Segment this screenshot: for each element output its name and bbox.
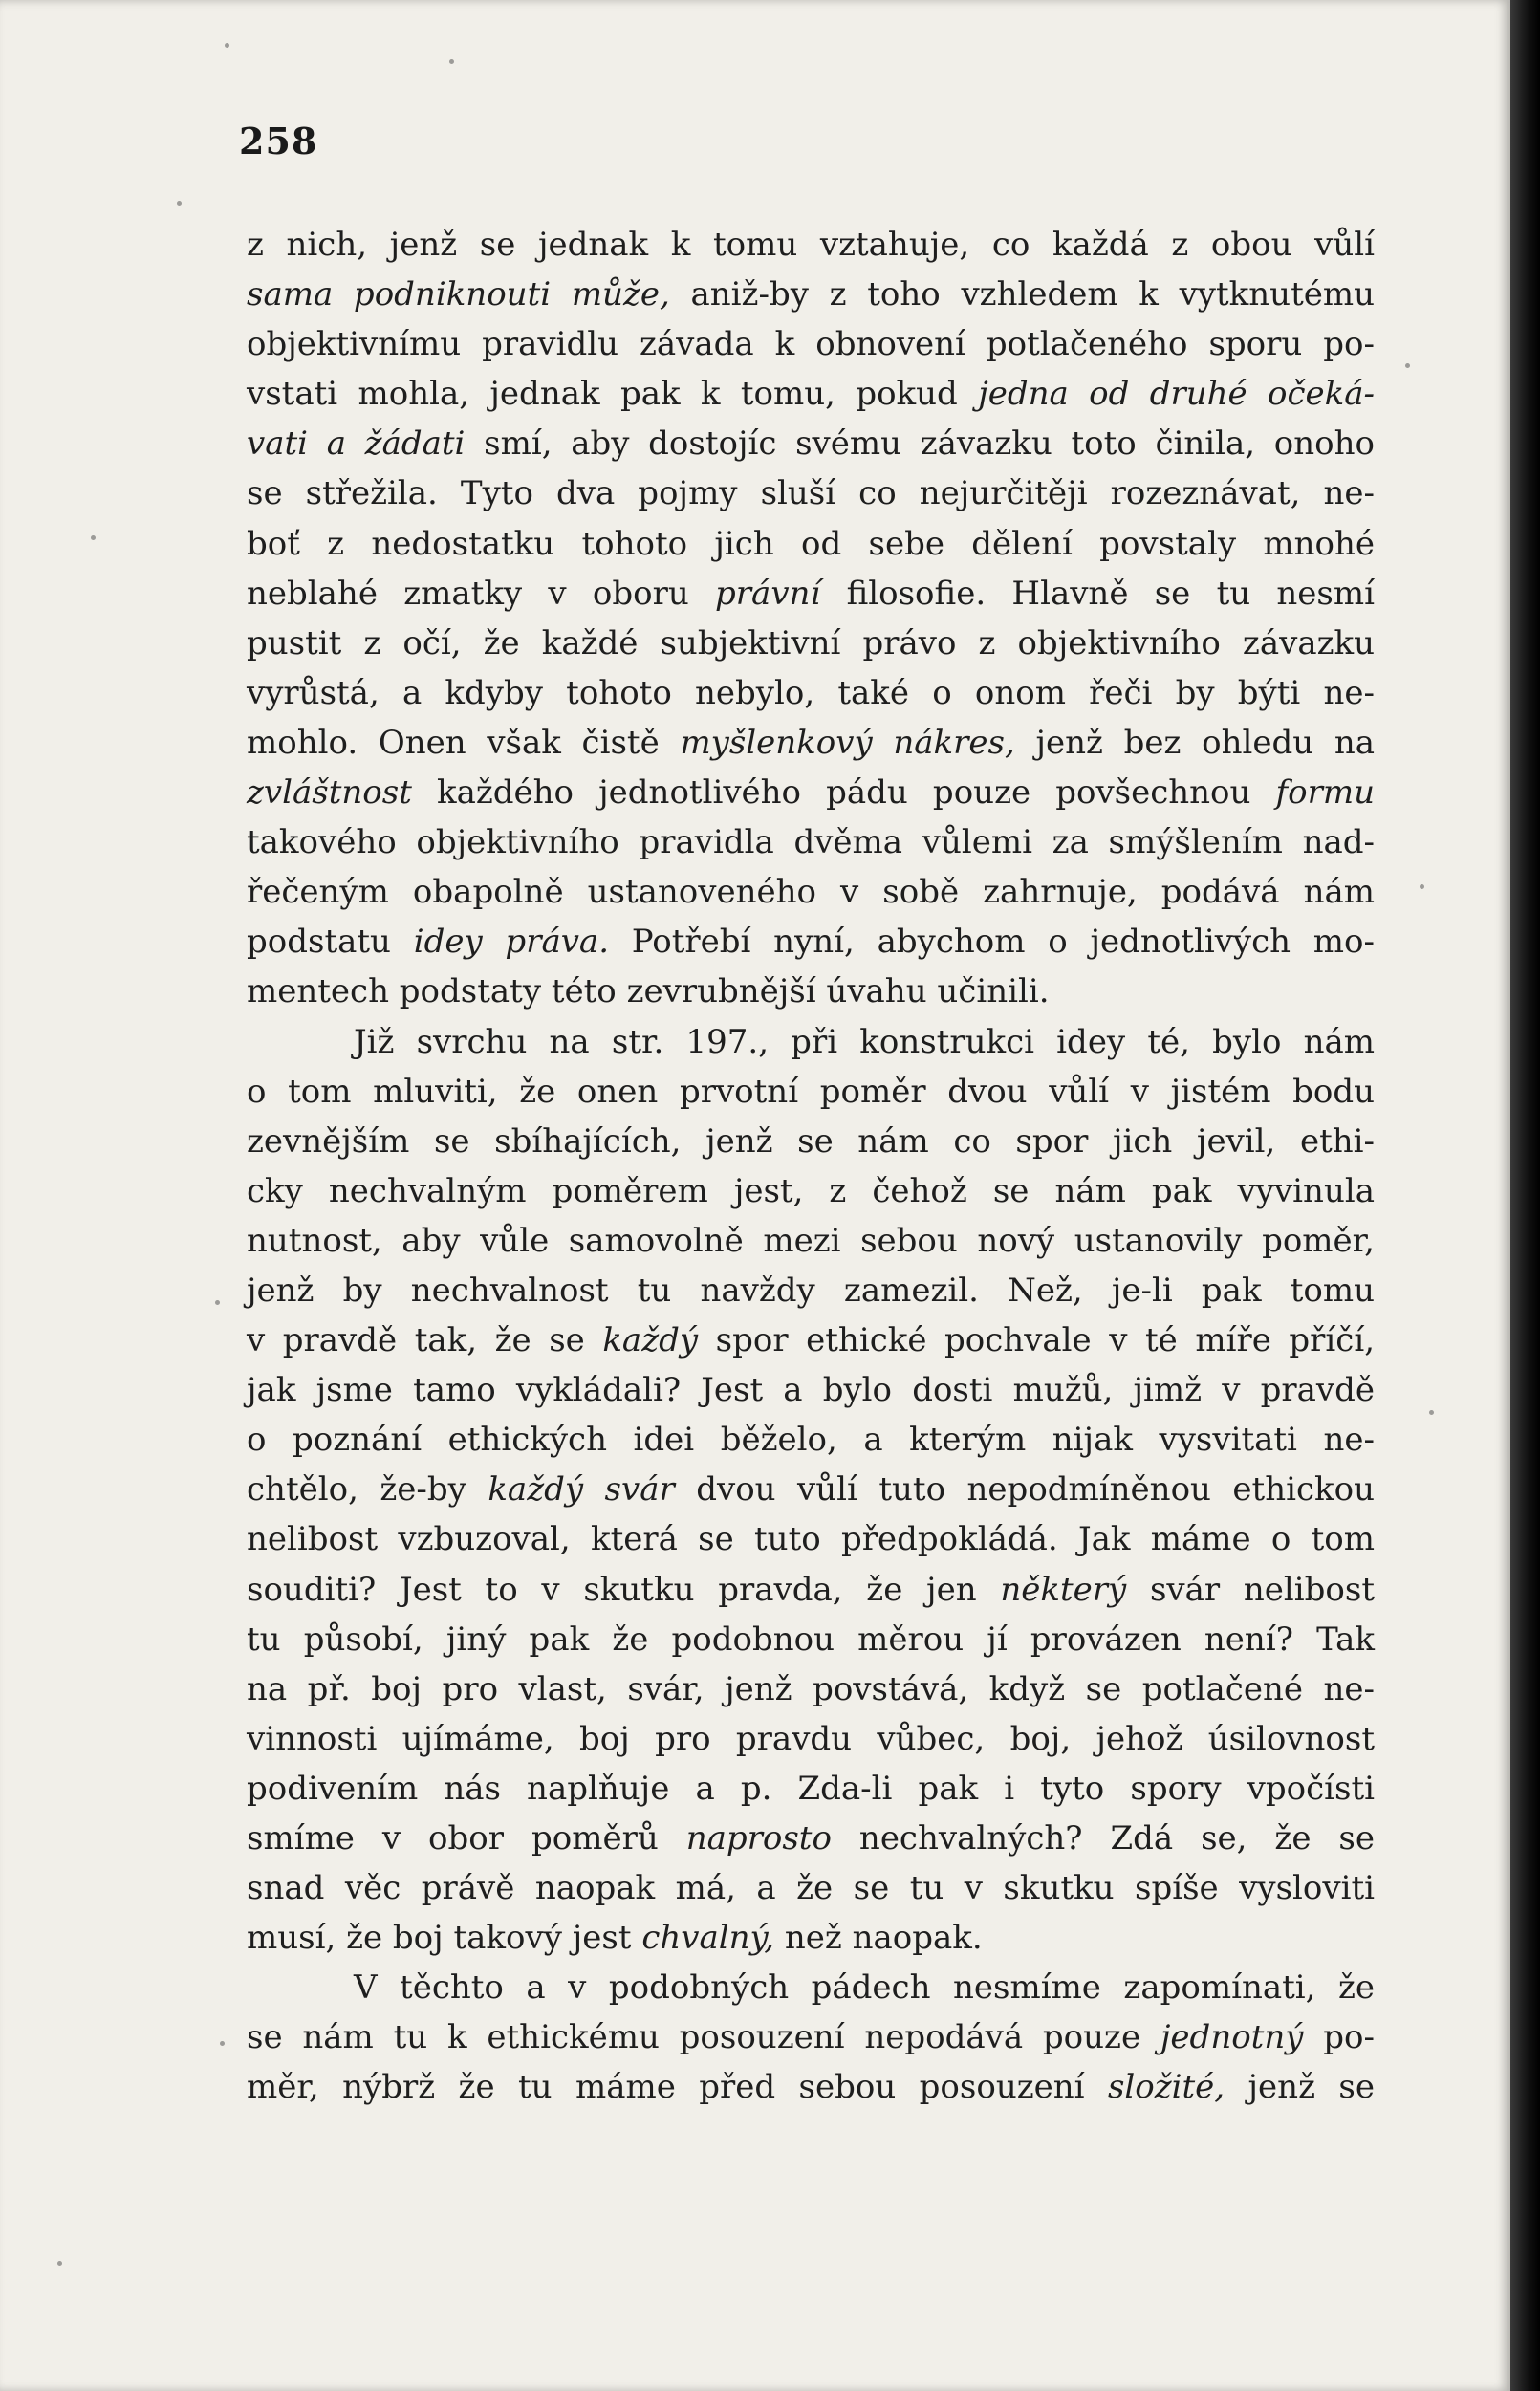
text-line (247, 1913, 1375, 1963)
scan-speck (1420, 884, 1424, 889)
text-run: jenž bez ohledu na (1014, 723, 1375, 762)
text-line (247, 1216, 1375, 1266)
text-run: každého jednotlivého pádu pouze povšechnou (411, 773, 1276, 813)
emphasized-text: vati a žádati (247, 424, 466, 464)
text-run: Již svrchu na str. 197., při konstrukci idey té, bylo nám (354, 1022, 1375, 1061)
emphasized-text: myšlenkový nákres, (680, 723, 1015, 762)
text-run: tu působí, jiný pak že podobnou měrou jí provázen není? Tak (247, 1619, 1375, 1659)
text-run: mentech podstaty této zevrubnější úvahu učinili. (247, 972, 1050, 1011)
text-line (247, 1764, 1375, 1814)
text-run: pustit z očí, že každé subjektivní právo z objektivního závazku (247, 623, 1375, 663)
text-line (247, 419, 1375, 468)
text-run: aniž-by z toho vzhledem k vytknutému (669, 275, 1375, 315)
text-run: se střežila. Tyto dva pojmy sluší co nejurčitěji rozeznávat, ne- (247, 474, 1375, 513)
text-run: vinnosti ujímáme, boj pro pravdu vůbec, boj, jehož úsilovnost (247, 1719, 1375, 1758)
text-run: vstati mohla, jednak pak k tomu, pokud (247, 375, 979, 414)
emphasized-text: sama podniknouti může, (247, 275, 670, 315)
text-run: na př. boj pro vlast, svár, jenž povstává, když se potlačené ne- (247, 1669, 1375, 1708)
text-run: z nich, jenž se jednak k tomu vztahuje, co každá z obou vůlí (247, 226, 1375, 264)
text-run: než naopak. (774, 1919, 983, 1958)
text-run: jak jsme tamo vykládali? Jest a bylo dosti mužů, jimž v pravdě (247, 1371, 1375, 1410)
text-line (247, 369, 1375, 419)
text-line (247, 619, 1375, 668)
scan-speck (91, 535, 96, 540)
text-run: mohlo. Onen však čistě (247, 723, 681, 762)
text-run: neblahé zmatky v oboru (247, 574, 716, 613)
text-run: Potřebí nyní, abychom o jednotlivých mo- (609, 923, 1376, 962)
text-run: po- (1303, 2018, 1376, 2057)
text-line (247, 1863, 1375, 1913)
scan-speck (1429, 1410, 1434, 1415)
emphasized-text: každý (602, 1321, 699, 1360)
text-line (247, 1017, 1375, 1067)
text-run: cky nechvalným poměrem jest, z čehož se nám pak vyvinula (247, 1171, 1375, 1210)
text-run: boť z nedostatku tohoto jich od sebe dělení povstaly mnohé (247, 524, 1375, 563)
scan-speck (1405, 363, 1410, 368)
emphasized-text: každý svár (488, 1470, 675, 1510)
text-line (247, 967, 1375, 1016)
text-run: nelibost vzbuzoval, která se tuto předpokládá. Jak máme o tom (247, 1520, 1375, 1559)
text-run: objektivnímu pravidlu závada k obnovení potlačeného sporu po- (247, 325, 1375, 364)
text-line (247, 1514, 1375, 1564)
emphasized-text: některý (1000, 1570, 1127, 1609)
emphasized-text: zvláštnost (247, 773, 412, 813)
text-line (247, 1365, 1375, 1415)
text-line (247, 1117, 1375, 1166)
text-line (247, 1963, 1375, 2012)
text-run: jenž se (1225, 2068, 1375, 2107)
emphasized-text: idey práva. (413, 923, 610, 962)
text-run: spor ethické pochvale v té míře příčí, (698, 1321, 1375, 1360)
emphasized-text: formu (1275, 773, 1375, 813)
text-line (247, 270, 1375, 319)
text-line (247, 1067, 1375, 1117)
emphasized-text: složité, (1107, 2068, 1225, 2107)
emphasized-text: jednotný (1160, 2018, 1304, 2057)
text-line (247, 817, 1375, 867)
text-run: podivením nás naplňuje a p. Zda-li pak i tyto spory vpočísti (247, 1769, 1375, 1808)
text-line (247, 668, 1375, 718)
text-line (247, 1315, 1375, 1365)
scan-binding-edge (1510, 0, 1540, 2391)
text-line (247, 569, 1375, 619)
emphasized-text: právní (715, 574, 821, 613)
text-run: v pravdě tak, že se (247, 1321, 603, 1360)
text-line (247, 1814, 1375, 1863)
text-run: smí, aby dostojíc svému závazku toto činila, onoho (465, 424, 1375, 464)
text-line (247, 1565, 1375, 1615)
text-line (247, 220, 1375, 270)
text-run: dvou vůlí tuto nepodmíněnou ethickou (674, 1470, 1375, 1510)
text-run: vyrůstá, a kdyby tohoto nebylo, také o onom řeči by býti ne- (247, 673, 1375, 712)
text-line (247, 319, 1375, 369)
text-run: musí, že boj takový jest (247, 1919, 642, 1958)
body-text (247, 220, 1375, 2113)
text-run: takového objektivního pravidla dvěma vůlemi za smýšlením nad- (247, 823, 1375, 862)
emphasized-text: jedna od druhé očeká- (978, 375, 1376, 414)
text-line (247, 867, 1375, 917)
emphasized-text: chvalný, (641, 1919, 775, 1958)
text-run: jenž by nechvalnost tu navždy zamezil. Než, je-li pak tomu (247, 1271, 1375, 1310)
text-line (247, 1465, 1375, 1514)
text-line (247, 1415, 1375, 1465)
text-line (247, 917, 1375, 967)
page-number: 258 (239, 120, 318, 163)
text-line (247, 718, 1375, 768)
text-line (247, 1266, 1375, 1315)
text-line (247, 1166, 1375, 1216)
text-run: zevnějším se sbíhajících, jenž se nám co spor jich jevil, ethi- (247, 1121, 1375, 1161)
emphasized-text: naprosto (685, 1819, 832, 1858)
text-run: nutnost, aby vůle samovolně mezi sebou nový ustanovily poměr, (247, 1221, 1375, 1260)
scan-speck (177, 201, 182, 206)
text-line (247, 468, 1375, 518)
text-run: snad věc právě naopak má, a že se tu v skutku spíše vysloviti (247, 1869, 1375, 1908)
text-run: svár nelibost (1126, 1570, 1375, 1609)
text-run: řečeným obapolně ustanoveného v sobě zahrnuje, podává nám (247, 873, 1375, 912)
text-line (247, 2012, 1375, 2062)
text-line (247, 768, 1375, 817)
text-run: souditi? Jest to v skutku pravda, že jen (247, 1570, 1001, 1609)
text-line (247, 1664, 1375, 1714)
text-run: měr, nýbrž že tu máme před sebou posouzení (247, 2068, 1108, 2107)
text-run: V těchto a v podobných pádech nesmíme zapomínati, že (354, 1968, 1375, 2008)
text-run: o tom mluviti, že onen prvotní poměr dvou vůlí v jistém bodu (247, 1072, 1375, 1111)
text-run: smíme v obor poměrů (247, 1819, 686, 1858)
text-run: podstatu (247, 923, 414, 962)
text-line (247, 1615, 1375, 1664)
text-run: chtělo, že-by (247, 1470, 488, 1510)
scan-speck (225, 43, 229, 48)
text-line (247, 2062, 1375, 2112)
text-line (247, 519, 1375, 569)
text-run: o poznání ethických idei běželo, a kterým nijak vysvitati ne- (247, 1421, 1375, 1460)
scan-speck (215, 1300, 220, 1305)
text-run: nechvalných? Zdá se, že se (831, 1819, 1375, 1858)
text-run: se nám tu k ethickému posouzení nepodává pouze (247, 2018, 1160, 2057)
scan-speck (220, 2041, 225, 2046)
text-line (247, 1714, 1375, 1764)
text-run: filosofie. Hlavně se tu nesmí (820, 574, 1375, 613)
scan-speck (57, 2261, 62, 2266)
scan-speck (449, 59, 454, 64)
